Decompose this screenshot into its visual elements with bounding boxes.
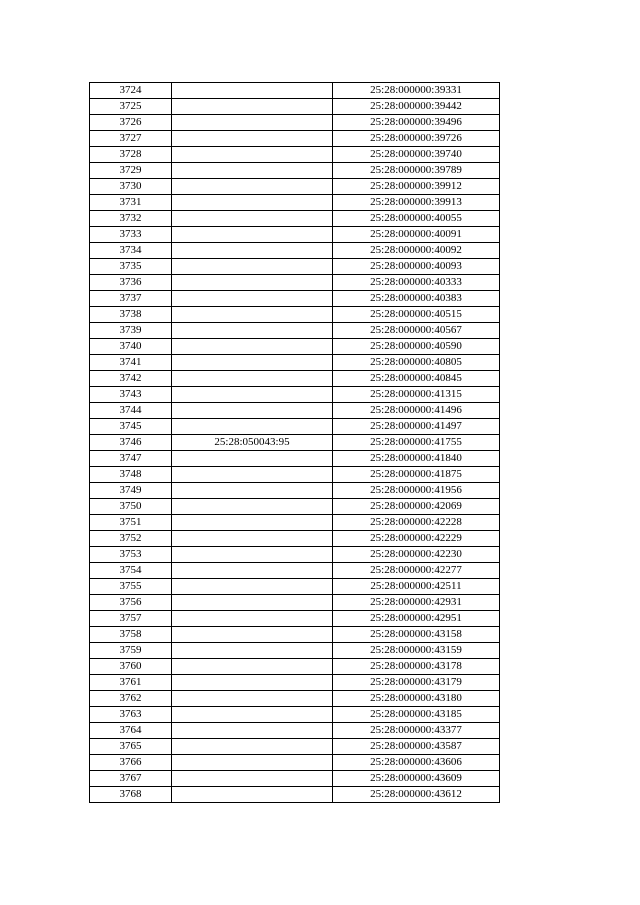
previous-number-cell (172, 579, 333, 595)
row-number-cell: 3730 (90, 179, 172, 195)
row-number-cell: 3739 (90, 323, 172, 339)
previous-number-cell (172, 483, 333, 499)
row-number-cell: 3749 (90, 483, 172, 499)
cadastral-number-cell: 25:28:000000:40805 (333, 355, 500, 371)
row-number-cell: 3765 (90, 739, 172, 755)
previous-number-cell (172, 787, 333, 803)
previous-number-cell (172, 627, 333, 643)
row-number-cell: 3752 (90, 531, 172, 547)
row-number-cell: 3755 (90, 579, 172, 595)
table-row (90, 259, 500, 275)
cadastral-number-cell: 25:28:000000:40055 (333, 211, 500, 227)
table-row (90, 563, 500, 579)
table-row (90, 355, 500, 371)
table-row (90, 627, 500, 643)
row-number-cell: 3747 (90, 451, 172, 467)
row-number-cell: 3726 (90, 115, 172, 131)
row-number-cell: 3728 (90, 147, 172, 163)
cadastral-number-cell: 25:28:000000:43606 (333, 755, 500, 771)
table-row (90, 211, 500, 227)
previous-number-cell (172, 771, 333, 787)
previous-number-cell (172, 99, 333, 115)
row-number-cell: 3762 (90, 691, 172, 707)
row-number-cell: 3729 (90, 163, 172, 179)
previous-number-cell (172, 451, 333, 467)
row-number-cell: 3742 (90, 371, 172, 387)
previous-number-cell (172, 355, 333, 371)
table-row (90, 499, 500, 515)
row-number-cell: 3748 (90, 467, 172, 483)
cadastral-number-cell: 25:28:000000:40567 (333, 323, 500, 339)
table-row (90, 755, 500, 771)
previous-number-cell (172, 259, 333, 275)
cadastral-number-cell: 25:28:000000:39740 (333, 147, 500, 163)
previous-number-cell (172, 595, 333, 611)
previous-number-cell (172, 547, 333, 563)
previous-number-cell (172, 563, 333, 579)
row-number-cell: 3760 (90, 659, 172, 675)
cadastral-number-cell: 25:28:000000:42951 (333, 611, 500, 627)
row-number-cell: 3763 (90, 707, 172, 723)
table-row (90, 611, 500, 627)
previous-number-cell (172, 515, 333, 531)
table-row (90, 531, 500, 547)
table-row (90, 371, 500, 387)
table-row (90, 419, 500, 435)
row-number-cell: 3733 (90, 227, 172, 243)
cadastral-number-cell: 25:28:000000:40845 (333, 371, 500, 387)
cadastral-number-cell: 25:28:000000:42230 (333, 547, 500, 563)
cadastral-number-cell: 25:28:000000:40590 (333, 339, 500, 355)
table-row (90, 579, 500, 595)
cadastral-number-cell: 25:28:000000:40092 (333, 243, 500, 259)
row-number-cell: 3753 (90, 547, 172, 563)
cadastral-number-cell: 25:28:000000:40515 (333, 307, 500, 323)
row-number-cell: 3734 (90, 243, 172, 259)
previous-number-cell (172, 723, 333, 739)
previous-number-cell (172, 643, 333, 659)
table-row (90, 643, 500, 659)
cadastral-number-cell: 25:28:000000:39912 (333, 179, 500, 195)
row-number-cell: 3732 (90, 211, 172, 227)
cadastral-number-cell: 25:28:000000:40383 (333, 291, 500, 307)
cadastral-number-cell: 25:28:000000:41840 (333, 451, 500, 467)
cadastral-number-cell: 25:28:000000:42277 (333, 563, 500, 579)
previous-number-cell (172, 531, 333, 547)
previous-number-cell (172, 659, 333, 675)
previous-number-cell (172, 387, 333, 403)
row-number-cell: 3754 (90, 563, 172, 579)
cadastral-number-cell: 25:28:000000:43587 (333, 739, 500, 755)
table-row (90, 195, 500, 211)
row-number-cell: 3766 (90, 755, 172, 771)
cadastral-number-cell: 25:28:000000:42229 (333, 531, 500, 547)
row-number-cell: 3743 (90, 387, 172, 403)
table-row (90, 99, 500, 115)
cadastral-number-cell: 25:28:000000:42511 (333, 579, 500, 595)
table-row (90, 147, 500, 163)
table-row (90, 163, 500, 179)
previous-number-cell (172, 371, 333, 387)
row-number-cell: 3744 (90, 403, 172, 419)
previous-number-cell (172, 115, 333, 131)
table-row (90, 515, 500, 531)
table-row (90, 675, 500, 691)
previous-number-cell (172, 147, 333, 163)
previous-number-cell (172, 403, 333, 419)
cadastral-number-cell: 25:28:000000:39331 (333, 83, 500, 99)
previous-number-cell (172, 707, 333, 723)
row-number-cell: 3759 (90, 643, 172, 659)
table-row (90, 179, 500, 195)
row-number-cell: 3767 (90, 771, 172, 787)
table-row (90, 403, 500, 419)
table-row (90, 291, 500, 307)
cadastral-number-cell: 25:28:000000:43159 (333, 643, 500, 659)
table-row (90, 547, 500, 563)
previous-number-cell (172, 467, 333, 483)
table-row (90, 323, 500, 339)
table-row (90, 771, 500, 787)
cadastral-number-cell: 25:28:000000:39496 (333, 115, 500, 131)
row-number-cell: 3738 (90, 307, 172, 323)
previous-number-cell (172, 179, 333, 195)
cadastral-number-cell: 25:28:000000:41496 (333, 403, 500, 419)
row-number-cell: 3768 (90, 787, 172, 803)
cadastral-number-cell: 25:28:000000:40093 (333, 259, 500, 275)
table-row (90, 483, 500, 499)
table-row (90, 707, 500, 723)
cadastral-number-cell: 25:28:000000:43180 (333, 691, 500, 707)
cadastral-number-cell: 25:28:000000:43609 (333, 771, 500, 787)
table-row (90, 435, 500, 451)
table-row (90, 275, 500, 291)
row-number-cell: 3750 (90, 499, 172, 515)
table-row (90, 451, 500, 467)
previous-number-cell (172, 339, 333, 355)
table-row (90, 787, 500, 803)
cadastral-number-cell: 25:28:000000:39442 (333, 99, 500, 115)
table-body (90, 83, 500, 803)
row-number-cell: 3724 (90, 83, 172, 99)
table-row (90, 243, 500, 259)
previous-number-cell: 25:28:050043:95 (172, 435, 333, 451)
previous-number-cell (172, 499, 333, 515)
row-number-cell: 3727 (90, 131, 172, 147)
cadastral-number-table (89, 82, 500, 803)
previous-number-cell (172, 211, 333, 227)
row-number-cell: 3725 (90, 99, 172, 115)
cadastral-number-cell: 25:28:000000:43612 (333, 787, 500, 803)
table-row (90, 595, 500, 611)
previous-number-cell (172, 323, 333, 339)
cadastral-number-cell: 25:28:000000:39789 (333, 163, 500, 179)
cadastral-number-cell: 25:28:000000:43178 (333, 659, 500, 675)
table-row (90, 739, 500, 755)
previous-number-cell (172, 291, 333, 307)
table-row (90, 659, 500, 675)
table-row (90, 83, 500, 99)
cadastral-number-cell: 25:28:000000:40091 (333, 227, 500, 243)
table-row (90, 131, 500, 147)
cadastral-number-cell: 25:28:000000:41315 (333, 387, 500, 403)
cadastral-number-cell: 25:28:000000:42931 (333, 595, 500, 611)
row-number-cell: 3751 (90, 515, 172, 531)
table-row (90, 115, 500, 131)
table-row (90, 227, 500, 243)
row-number-cell: 3736 (90, 275, 172, 291)
previous-number-cell (172, 195, 333, 211)
cadastral-number-cell: 25:28:000000:41875 (333, 467, 500, 483)
row-number-cell: 3756 (90, 595, 172, 611)
table-row (90, 387, 500, 403)
table-row (90, 467, 500, 483)
cadastral-number-cell: 25:28:000000:39726 (333, 131, 500, 147)
cadastral-number-cell: 25:28:000000:41956 (333, 483, 500, 499)
row-number-cell: 3737 (90, 291, 172, 307)
previous-number-cell (172, 131, 333, 147)
previous-number-cell (172, 163, 333, 179)
previous-number-cell (172, 739, 333, 755)
row-number-cell: 3735 (90, 259, 172, 275)
cadastral-number-cell: 25:28:000000:43179 (333, 675, 500, 691)
cadastral-number-cell: 25:28:000000:42069 (333, 499, 500, 515)
row-number-cell: 3758 (90, 627, 172, 643)
row-number-cell: 3764 (90, 723, 172, 739)
row-number-cell: 3757 (90, 611, 172, 627)
cadastral-number-cell: 25:28:000000:43158 (333, 627, 500, 643)
previous-number-cell (172, 307, 333, 323)
row-number-cell: 3761 (90, 675, 172, 691)
cadastral-number-cell: 25:28:000000:42228 (333, 515, 500, 531)
cadastral-number-cell: 25:28:000000:39913 (333, 195, 500, 211)
row-number-cell: 3740 (90, 339, 172, 355)
previous-number-cell (172, 691, 333, 707)
row-number-cell: 3741 (90, 355, 172, 371)
cadastral-number-cell: 25:28:000000:40333 (333, 275, 500, 291)
previous-number-cell (172, 83, 333, 99)
cadastral-number-cell: 25:28:000000:41755 (333, 435, 500, 451)
table-row (90, 723, 500, 739)
previous-number-cell (172, 227, 333, 243)
row-number-cell: 3746 (90, 435, 172, 451)
previous-number-cell (172, 755, 333, 771)
previous-number-cell (172, 275, 333, 291)
cadastral-number-cell: 25:28:000000:43185 (333, 707, 500, 723)
previous-number-cell (172, 675, 333, 691)
cadastral-number-cell: 25:28:000000:43377 (333, 723, 500, 739)
previous-number-cell (172, 243, 333, 259)
table-row (90, 339, 500, 355)
previous-number-cell (172, 419, 333, 435)
cadastral-number-cell: 25:28:000000:41497 (333, 419, 500, 435)
previous-number-cell (172, 611, 333, 627)
row-number-cell: 3745 (90, 419, 172, 435)
table-row (90, 307, 500, 323)
table-row (90, 691, 500, 707)
row-number-cell: 3731 (90, 195, 172, 211)
